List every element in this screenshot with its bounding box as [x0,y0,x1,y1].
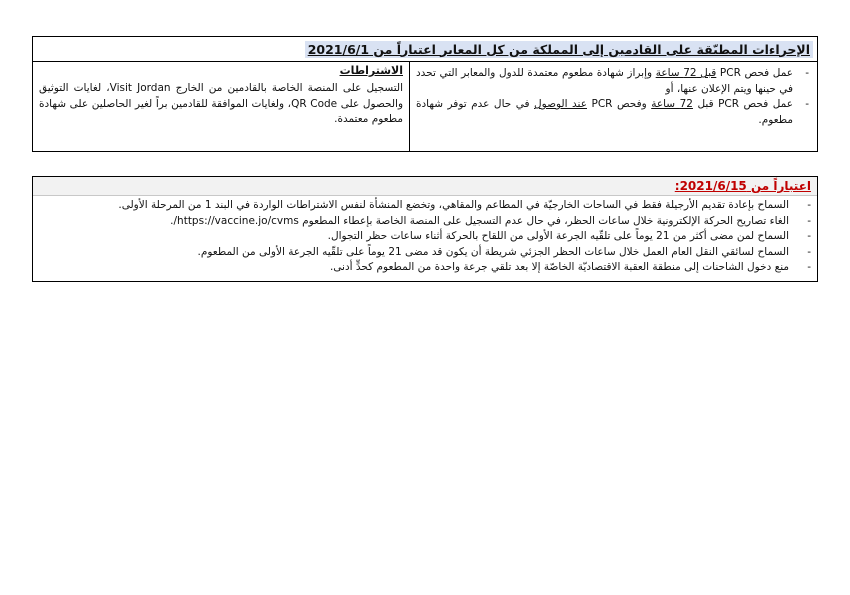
list-item-text: السماح بإعادة تقديم الأرجيلة فقط في الساحات الخارجيّة في المطاعم والمقاهي، وتخضع المنشأة لنفس الاشتراطات الواردة في البند 1 من المرحلة الأولى. [118,199,789,211]
arrival-procedures-table [32,36,818,152]
conditions-cell [33,62,410,151]
list-dash: - [807,199,811,211]
june15-title: اعتباراً من 2021/6/15: [674,179,811,193]
list-dash: - [805,67,809,79]
procedure-text-underlined: قبل 72 ساعة [655,67,717,79]
procedure-item [416,97,809,128]
list-item-text: السماح لسائقي النقل العام العمل خلال ساعات الحظر الجزئي شريطة أن يكون قد مضى 21 يوماً على تلقّيه الجرعة الأولى من المطعوم. [197,245,789,258]
june15-header [33,177,817,196]
procedure-item [416,66,809,97]
list-dash: - [807,261,811,273]
list-item [39,229,811,245]
list-item-text: السماح لمن مضى أكثر من 21 يوماً على تلقّيه الجرعة الأولى من اللقاح بالحركة أثناء ساعات حظر التجوال. [327,230,789,242]
june15-list [33,196,817,276]
procedures-cell [410,62,817,151]
arrival-procedures-title-row [33,37,817,62]
arrival-procedures-body [33,62,817,151]
procedure-text-part: في حال عدم توفر شهادة مطعوم. [416,98,793,126]
conditions-text: التسجيل على المنصة الخاصة بالقادمين من الخارج Visit Jordan، لغايات التوثيق والحصول على QR Code، ولغايات الموافقة للقادمين براً لغير الحاصلين على شهادة مطعوم معتمدة. [39,82,404,125]
procedure-text-part: عمل فحص PCR قبل [692,98,794,110]
procedure-text-part: وفحص PCR [586,98,652,110]
list-item [39,245,811,261]
procedure-text-part: وإبراز شهادة مطعوم معتمدة للدول والمعابر التي تحدد في حينها ويتم الإعلان عنها، أو [416,67,793,95]
procedure-text-underlined: عند الوصول [534,98,587,110]
list-item-text: الغاء تصاريح الحركة الإلكترونية خلال ساعات الحظر، في حال عدم التسجيل على المنصة الخاصة بإعطاء المطعوم https://vaccine.jo/cvms/. [170,214,789,227]
list-dash: - [805,98,809,110]
list-item [39,198,811,214]
arrival-procedures-title: الإجراءات المطبّقة على القادمين إلى المملكة من كل المعابر اعتباراً من 2021/6/1 [305,41,813,58]
list-item [39,214,811,230]
procedure-text-part: عمل فحص PCR [716,67,794,79]
list-dash: - [807,230,811,242]
procedure-text [416,66,793,97]
conditions-heading: الاشتراطات [339,64,403,77]
list-item-text: منع دخول الشاحنات إلى منطقة العقبة الاقتصاديّة الخاصّة إلا بعد تلقي جرعة واحدة من المطعوم كحدٍّ أدنى. [329,261,789,273]
list-dash: - [807,214,811,227]
june15-measures-table [32,176,818,282]
procedure-text-underlined: 72 ساعة [651,98,693,110]
procedure-text [416,97,793,128]
list-dash: - [807,245,811,258]
list-item [39,260,811,276]
